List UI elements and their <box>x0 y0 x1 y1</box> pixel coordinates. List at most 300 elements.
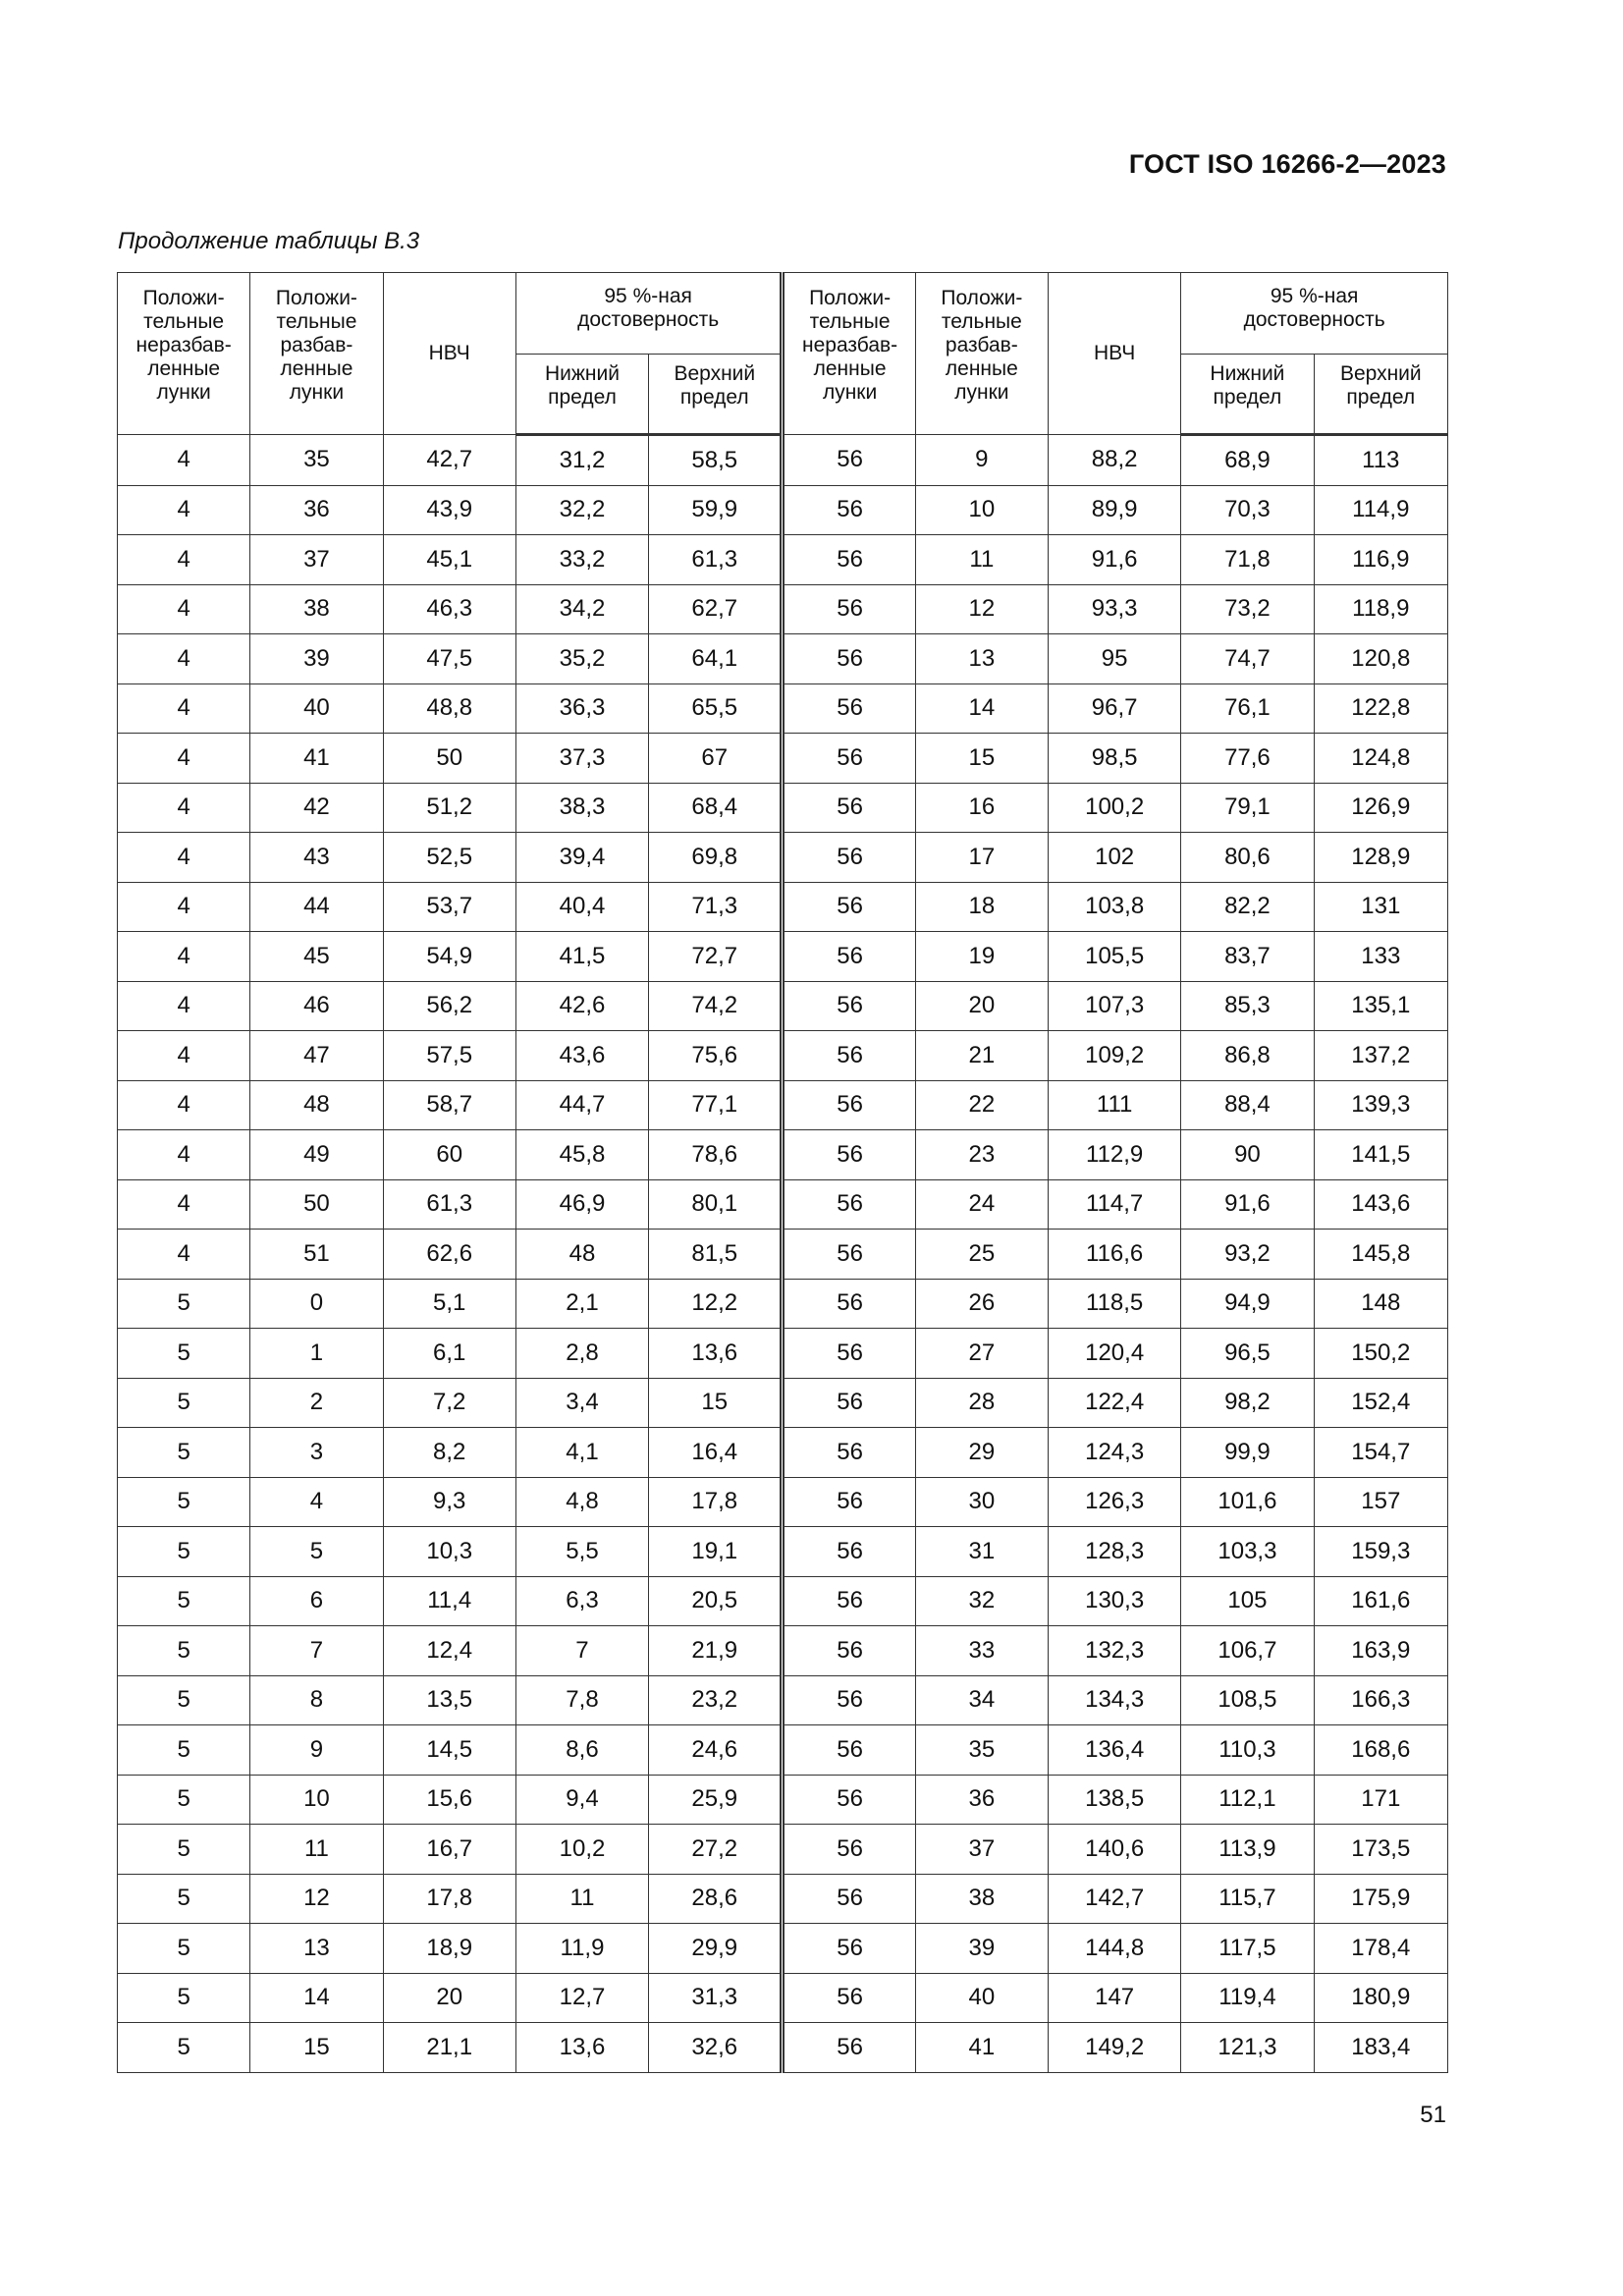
table-cell: 57,5 <box>383 1031 515 1081</box>
table-cell: 4 <box>118 1080 250 1130</box>
table-cell: 139,3 <box>1314 1080 1447 1130</box>
table-cell: 10,2 <box>515 1825 648 1875</box>
table-row <box>118 932 1448 982</box>
table-cell: 61,3 <box>649 535 783 585</box>
table-cell: 56 <box>783 1725 915 1776</box>
table-cell: 122,4 <box>1049 1378 1181 1428</box>
table-cell: 67 <box>649 734 783 784</box>
table-cell: 56 <box>783 1626 915 1676</box>
table-cell: 7 <box>250 1626 383 1676</box>
table-cell: 4 <box>118 1179 250 1230</box>
header-upper-left <box>649 355 783 435</box>
table-body <box>118 435 1448 2073</box>
table-cell: 122,8 <box>1314 683 1447 734</box>
table-cell: 145,8 <box>1314 1230 1447 1280</box>
table-cell: 93,3 <box>1049 584 1181 634</box>
table-cell: 36 <box>915 1775 1048 1825</box>
table-cell: 80,1 <box>649 1179 783 1230</box>
table-cell: 5 <box>118 1576 250 1626</box>
table-cell: 102 <box>1049 833 1181 883</box>
table-cell: 62,6 <box>383 1230 515 1280</box>
table-cell: 64,1 <box>649 634 783 684</box>
table-cell: 5 <box>118 1874 250 1924</box>
table-cell: 91,6 <box>1049 535 1181 585</box>
table-cell: 11,9 <box>515 1924 648 1974</box>
table-row <box>118 1230 1448 1280</box>
table-cell: 163,9 <box>1314 1626 1447 1676</box>
table-cell: 5,5 <box>515 1527 648 1577</box>
table-cell: 5 <box>118 1675 250 1725</box>
table-cell: 45,1 <box>383 535 515 585</box>
table-cell: 5 <box>118 1477 250 1527</box>
table-cell: 56 <box>783 1576 915 1626</box>
table-cell: 98,5 <box>1049 734 1181 784</box>
table-cell: 56 <box>783 1775 915 1825</box>
table-row <box>118 1576 1448 1626</box>
table-cell: 30 <box>915 1477 1048 1527</box>
table-cell: 39 <box>250 634 383 684</box>
table-cell: 48 <box>515 1230 648 1280</box>
table-cell: 135,1 <box>1314 981 1447 1031</box>
table-cell: 83,7 <box>1181 932 1314 982</box>
table-cell: 71,3 <box>649 882 783 932</box>
table-cell: 69,8 <box>649 833 783 883</box>
header-undiluted-right <box>783 273 915 435</box>
table-cell: 56 <box>783 1329 915 1379</box>
table-cell: 45,8 <box>515 1130 648 1180</box>
table-caption: Продолжение таблицы В.3 <box>118 228 420 254</box>
table-cell: 149,2 <box>1049 2023 1181 2073</box>
table-row <box>118 1329 1448 1379</box>
table-cell: 58,7 <box>383 1080 515 1130</box>
table-cell: 37 <box>915 1825 1048 1875</box>
table-cell: 3,4 <box>515 1378 648 1428</box>
header-undiluted-text: Положи- тельные неразбав- ленные лунки <box>135 287 232 404</box>
table-cell: 3 <box>250 1428 383 1478</box>
table-cell: 147 <box>1049 1973 1181 2023</box>
table-cell: 56 <box>783 1031 915 1081</box>
table-cell: 4 <box>118 634 250 684</box>
table-row <box>118 1825 1448 1875</box>
header-lower-text: Нижний предел <box>1210 362 1285 409</box>
table-row <box>118 584 1448 634</box>
header-undiluted-left <box>118 273 250 435</box>
table-cell: 18 <box>915 882 1048 932</box>
table-cell: 82,2 <box>1181 882 1314 932</box>
table-cell: 93,2 <box>1181 1230 1314 1280</box>
table-cell: 112,1 <box>1181 1775 1314 1825</box>
table-cell: 120,8 <box>1314 634 1447 684</box>
table-row <box>118 833 1448 883</box>
table-cell: 41 <box>250 734 383 784</box>
table-cell: 131 <box>1314 882 1447 932</box>
table-row <box>118 1675 1448 1725</box>
table-row <box>118 1179 1448 1230</box>
table-cell: 56 <box>783 634 915 684</box>
header-undiluted-text: Положи- тельные неразбав- ленные лунки <box>801 287 898 404</box>
table-cell: 65,5 <box>649 683 783 734</box>
table-cell: 21,9 <box>649 1626 783 1676</box>
table-cell: 1 <box>250 1329 383 1379</box>
table-cell: 56 <box>783 783 915 833</box>
table-cell: 4 <box>118 435 250 486</box>
table-cell: 114,7 <box>1049 1179 1181 1230</box>
table-cell: 12,4 <box>383 1626 515 1676</box>
table-cell: 18,9 <box>383 1924 515 1974</box>
table-cell: 48,8 <box>383 683 515 734</box>
table-cell: 17,8 <box>649 1477 783 1527</box>
table-cell: 20 <box>383 1973 515 2023</box>
table-row <box>118 535 1448 585</box>
table-cell: 48 <box>250 1080 383 1130</box>
table-cell: 133 <box>1314 932 1447 982</box>
table-cell: 91,6 <box>1181 1179 1314 1230</box>
table-cell: 32,2 <box>515 485 648 535</box>
table-cell: 0 <box>250 1279 383 1329</box>
table-cell: 9 <box>915 435 1048 486</box>
table-cell: 115,7 <box>1181 1874 1314 1924</box>
table-cell: 114,9 <box>1314 485 1447 535</box>
table-cell: 36,3 <box>515 683 648 734</box>
table-cell: 43 <box>250 833 383 883</box>
table-row <box>118 435 1448 486</box>
table-cell: 38 <box>915 1874 1048 1924</box>
header-upper-text: Верхний предел <box>1339 362 1422 409</box>
table-cell: 101,6 <box>1181 1477 1314 1527</box>
table-row <box>118 1527 1448 1577</box>
table-cell: 56 <box>783 1130 915 1180</box>
table-cell: 137,2 <box>1314 1031 1447 1081</box>
table-cell: 5 <box>118 1825 250 1875</box>
table-row <box>118 634 1448 684</box>
table-cell: 132,3 <box>1049 1626 1181 1676</box>
table-cell: 70,3 <box>1181 485 1314 535</box>
table-row <box>118 783 1448 833</box>
table-cell: 154,7 <box>1314 1428 1447 1478</box>
table-cell: 56 <box>783 932 915 982</box>
table-cell: 5 <box>118 1725 250 1776</box>
table-cell: 44 <box>250 882 383 932</box>
header-diluted-left <box>250 273 383 435</box>
table-cell: 11 <box>515 1874 648 1924</box>
table-cell: 58,5 <box>649 435 783 486</box>
table-cell: 41 <box>915 2023 1048 2073</box>
table-cell: 96,5 <box>1181 1329 1314 1379</box>
table-cell: 14 <box>915 683 1048 734</box>
table-cell: 27,2 <box>649 1825 783 1875</box>
table-cell: 178,4 <box>1314 1924 1447 1974</box>
table-cell: 56,2 <box>383 981 515 1031</box>
table-cell: 15,6 <box>383 1775 515 1825</box>
table-cell: 5 <box>118 1924 250 1974</box>
table-cell: 88,4 <box>1181 1080 1314 1130</box>
table-cell: 26 <box>915 1279 1048 1329</box>
table-cell: 52,5 <box>383 833 515 883</box>
table-cell: 140,6 <box>1049 1825 1181 1875</box>
table-cell: 8 <box>250 1675 383 1725</box>
table-cell: 5 <box>118 1973 250 2023</box>
table-cell: 19 <box>915 932 1048 982</box>
table-cell: 5 <box>250 1527 383 1577</box>
table-cell: 20 <box>915 981 1048 1031</box>
table-cell: 56 <box>783 535 915 585</box>
table-cell: 25 <box>915 1230 1048 1280</box>
table-cell: 13,5 <box>383 1675 515 1725</box>
table-cell: 109,2 <box>1049 1031 1181 1081</box>
table-cell: 10 <box>250 1775 383 1825</box>
table-cell: 6,3 <box>515 1576 648 1626</box>
table-cell: 36 <box>250 485 383 535</box>
table-row <box>118 683 1448 734</box>
table-cell: 5 <box>118 1329 250 1379</box>
table-cell: 56 <box>783 882 915 932</box>
table-cell: 12 <box>250 1874 383 1924</box>
table-cell: 4 <box>118 981 250 1031</box>
table-cell: 43,6 <box>515 1031 648 1081</box>
table-cell: 183,4 <box>1314 2023 1447 2073</box>
table-cell: 128,9 <box>1314 833 1447 883</box>
table-cell: 50 <box>383 734 515 784</box>
table-cell: 49 <box>250 1130 383 1180</box>
table-cell: 4 <box>118 584 250 634</box>
table-row <box>118 734 1448 784</box>
header-mpn-right: НВЧ <box>1049 273 1181 435</box>
table-cell: 56 <box>783 1080 915 1130</box>
header-diluted-text: Положи- тельные разбав- ленные лунки <box>941 287 1023 404</box>
table-row <box>118 981 1448 1031</box>
table-cell: 9 <box>250 1725 383 1776</box>
table-cell: 5 <box>118 1279 250 1329</box>
table-cell: 120,4 <box>1049 1329 1181 1379</box>
table-cell: 51,2 <box>383 783 515 833</box>
table-cell: 56 <box>783 1527 915 1577</box>
table-cell: 81,5 <box>649 1230 783 1280</box>
header-confidence-text: 95 %-ная достоверность <box>577 285 720 331</box>
table-cell: 15 <box>250 2023 383 2073</box>
table-cell: 94,9 <box>1181 1279 1314 1329</box>
table-cell: 4,1 <box>515 1428 648 1478</box>
table-cell: 10,3 <box>383 1527 515 1577</box>
table-cell: 13,6 <box>515 2023 648 2073</box>
table-cell: 148 <box>1314 1279 1447 1329</box>
table-cell: 86,8 <box>1181 1031 1314 1081</box>
table-cell: 159,3 <box>1314 1527 1447 1577</box>
table-cell: 34,2 <box>515 584 648 634</box>
table-cell: 68,4 <box>649 783 783 833</box>
table-cell: 27 <box>915 1329 1048 1379</box>
table-cell: 15 <box>915 734 1048 784</box>
table-cell: 105,5 <box>1049 932 1181 982</box>
table-cell: 4 <box>118 485 250 535</box>
table-cell: 51 <box>250 1230 383 1280</box>
table-cell: 23 <box>915 1130 1048 1180</box>
table-row <box>118 1924 1448 1974</box>
table-cell: 11 <box>915 535 1048 585</box>
table-cell: 72,7 <box>649 932 783 982</box>
table-cell: 5 <box>118 1775 250 1825</box>
table-cell: 42 <box>250 783 383 833</box>
table-cell: 5 <box>118 1378 250 1428</box>
table-cell: 56 <box>783 683 915 734</box>
table-cell: 100,2 <box>1049 783 1181 833</box>
table-cell: 24,6 <box>649 1725 783 1776</box>
table-cell: 175,9 <box>1314 1874 1447 1924</box>
table-cell: 38,3 <box>515 783 648 833</box>
table-cell: 90 <box>1181 1130 1314 1180</box>
table-cell: 25,9 <box>649 1775 783 1825</box>
table-cell: 33 <box>915 1626 1048 1676</box>
table-cell: 56 <box>783 1924 915 1974</box>
table-cell: 89,9 <box>1049 485 1181 535</box>
table-cell: 118,9 <box>1314 584 1447 634</box>
document-standard-title: ГОСТ ISO 16266-2—2023 <box>1128 149 1446 179</box>
header-confidence-left <box>515 273 783 355</box>
table-cell: 29 <box>915 1428 1048 1478</box>
table-cell: 134,3 <box>1049 1675 1181 1725</box>
table-cell: 80,6 <box>1181 833 1314 883</box>
table-cell: 35 <box>250 435 383 486</box>
table-cell: 44,7 <box>515 1080 648 1130</box>
header-diluted-text: Положи- тельные разбав- ленные лунки <box>275 287 357 404</box>
table-cell: 110,3 <box>1181 1725 1314 1776</box>
table-cell: 23,2 <box>649 1675 783 1725</box>
table-cell: 39 <box>915 1924 1048 1974</box>
table-cell: 11 <box>250 1825 383 1875</box>
table-cell: 50 <box>250 1179 383 1230</box>
table-cell: 157 <box>1314 1477 1447 1527</box>
table-cell: 117,5 <box>1181 1924 1314 1974</box>
table-cell: 107,3 <box>1049 981 1181 1031</box>
header-confidence-text: 95 %-ная достоверность <box>1243 285 1385 331</box>
table-cell: 99,9 <box>1181 1428 1314 1478</box>
table-cell: 4 <box>118 1031 250 1081</box>
table-cell: 4 <box>118 882 250 932</box>
table-cell: 119,4 <box>1181 1973 1314 2023</box>
table-cell: 68,9 <box>1181 435 1314 486</box>
table-cell: 108,5 <box>1181 1675 1314 1725</box>
table-cell: 4 <box>118 535 250 585</box>
table-cell: 2,8 <box>515 1329 648 1379</box>
table-cell: 56 <box>783 1477 915 1527</box>
header-lower-text: Нижний предел <box>544 362 620 409</box>
table-cell: 21,1 <box>383 2023 515 2073</box>
table-cell: 59,9 <box>649 485 783 535</box>
table-cell: 56 <box>783 1973 915 2023</box>
table-cell: 17,8 <box>383 1874 515 1924</box>
table-cell: 56 <box>783 734 915 784</box>
table-cell: 112,9 <box>1049 1130 1181 1180</box>
table-cell: 111 <box>1049 1080 1181 1130</box>
table-cell: 180,9 <box>1314 1973 1447 2023</box>
header-confidence-right <box>1181 273 1448 355</box>
table-cell: 168,6 <box>1314 1725 1447 1776</box>
table-cell: 56 <box>783 2023 915 2073</box>
table-cell: 12 <box>915 584 1048 634</box>
table-cell: 5 <box>118 1626 250 1676</box>
table-cell: 105 <box>1181 1576 1314 1626</box>
table-cell: 4,8 <box>515 1477 648 1527</box>
table-cell: 5 <box>118 1428 250 1478</box>
table-cell: 96,7 <box>1049 683 1181 734</box>
table-cell: 14,5 <box>383 1725 515 1776</box>
table-cell: 141,5 <box>1314 1130 1447 1180</box>
table-cell: 79,1 <box>1181 783 1314 833</box>
table-cell: 37 <box>250 535 383 585</box>
table-cell: 144,8 <box>1049 1924 1181 1974</box>
table-cell: 118,5 <box>1049 1279 1181 1329</box>
table-cell: 61,3 <box>383 1179 515 1230</box>
table-cell: 32,6 <box>649 2023 783 2073</box>
table-cell: 77,1 <box>649 1080 783 1130</box>
table-cell: 53,7 <box>383 882 515 932</box>
table-cell: 76,1 <box>1181 683 1314 734</box>
table-cell: 150,2 <box>1314 1329 1447 1379</box>
table-cell: 130,3 <box>1049 1576 1181 1626</box>
table-cell: 5 <box>118 1527 250 1577</box>
table-row <box>118 485 1448 535</box>
table-cell: 4 <box>118 1130 250 1180</box>
table-cell: 95 <box>1049 634 1181 684</box>
table-cell: 56 <box>783 833 915 883</box>
table-cell: 4 <box>118 1230 250 1280</box>
table-cell: 142,7 <box>1049 1874 1181 1924</box>
table-cell: 60 <box>383 1130 515 1180</box>
table-row <box>118 2023 1448 2073</box>
table-cell: 32 <box>915 1576 1048 1626</box>
table-cell: 7,8 <box>515 1675 648 1725</box>
table-cell: 16 <box>915 783 1048 833</box>
header-upper-text: Верхний предел <box>674 362 756 409</box>
table-cell: 28 <box>915 1378 1048 1428</box>
table-row <box>118 1626 1448 1676</box>
table-cell: 71,8 <box>1181 535 1314 585</box>
table-cell: 88,2 <box>1049 435 1181 486</box>
table-cell: 7,2 <box>383 1378 515 1428</box>
table-cell: 28,6 <box>649 1874 783 1924</box>
table-cell: 106,7 <box>1181 1626 1314 1676</box>
table-cell: 16,4 <box>649 1428 783 1478</box>
table-cell: 56 <box>783 1825 915 1875</box>
table-cell: 29,9 <box>649 1924 783 1974</box>
table-cell: 46,9 <box>515 1179 648 1230</box>
table-cell: 73,2 <box>1181 584 1314 634</box>
table-cell: 113 <box>1314 435 1447 486</box>
header-mpn-left: НВЧ <box>383 273 515 435</box>
table-cell: 13,6 <box>649 1329 783 1379</box>
table-cell: 9,3 <box>383 1477 515 1527</box>
table-cell: 56 <box>783 1179 915 1230</box>
table-cell: 4 <box>250 1477 383 1527</box>
header-diluted-right <box>915 273 1048 435</box>
table-row <box>118 1378 1448 1428</box>
table-cell: 19,1 <box>649 1527 783 1577</box>
table-cell: 173,5 <box>1314 1825 1447 1875</box>
table-cell: 10 <box>915 485 1048 535</box>
table-cell: 40 <box>915 1973 1048 2023</box>
table-cell: 20,5 <box>649 1576 783 1626</box>
table-cell: 54,9 <box>383 932 515 982</box>
table-cell: 143,6 <box>1314 1179 1447 1230</box>
table-cell: 116,6 <box>1049 1230 1181 1280</box>
header-upper-right <box>1314 355 1447 435</box>
table-cell: 24 <box>915 1179 1048 1230</box>
table-cell: 13 <box>915 634 1048 684</box>
table-cell: 37,3 <box>515 734 648 784</box>
table-cell: 85,3 <box>1181 981 1314 1031</box>
table-cell: 2,1 <box>515 1279 648 1329</box>
table-cell: 4 <box>118 783 250 833</box>
table-cell: 62,7 <box>649 584 783 634</box>
